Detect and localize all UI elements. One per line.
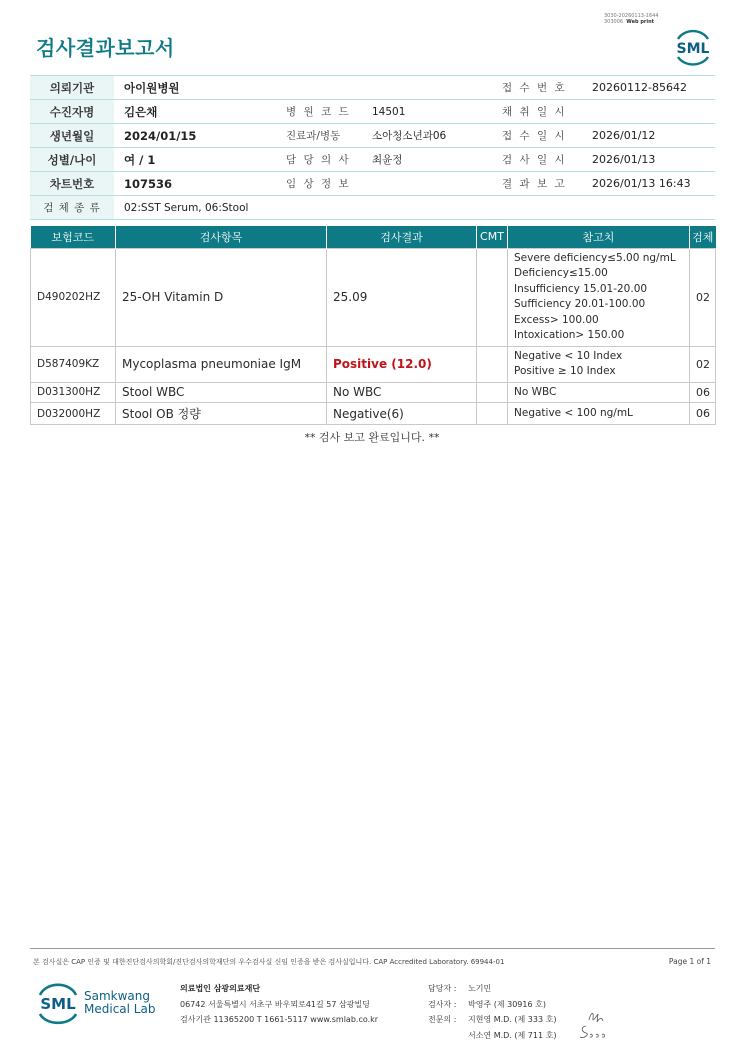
staff-name: 노기민 [468, 984, 492, 993]
row-cmt [477, 403, 508, 425]
row-item: Stool WBC [116, 382, 327, 403]
row-item: Mycoplasma pneumoniae IgM [116, 346, 327, 382]
report-complete-note: ** 검사 보고 완료입니다. ** [304, 431, 440, 444]
row-result: No WBC [327, 382, 477, 403]
staff-name: 지현영 M.D. (제 333 호) [468, 1015, 557, 1024]
row-item: Stool OB 정량 [116, 403, 327, 425]
staff-row [428, 981, 556, 997]
staff-name: 서소연 M.D. (제 711 호) [468, 1030, 557, 1040]
col-header-result: 검사결과 [327, 226, 477, 248]
receipt-no-value: 20260112-85642 [578, 76, 715, 100]
staff-role: 전문의 : [428, 1015, 457, 1024]
table-row [31, 403, 716, 425]
samkwang-logo-text: SML [40, 995, 76, 1013]
table-row [31, 382, 716, 403]
info-row [30, 196, 715, 220]
dept-label: 진료과/병동 [282, 124, 362, 148]
hospital-code-value: 14501 [362, 100, 498, 124]
brand-name [84, 990, 155, 1016]
footer-divider [30, 948, 715, 949]
sex-age-label: 성별/나이 [30, 148, 114, 172]
collect-time-value [578, 100, 715, 124]
hospital-code-label: 병 원 코 드 [282, 100, 362, 124]
dob-label: 생년월일 [30, 124, 114, 148]
reference-line: No WBC [514, 385, 557, 398]
receipt-no-label: 접 수 번 호 [498, 76, 578, 100]
reference-line: Severe deficiency≤5.00 ng/mL [514, 251, 676, 264]
col-header-specimen: 검체 [690, 226, 716, 248]
specimen-value: 02:SST Serum, 06:Stool [114, 196, 715, 220]
receipt-date-label: 접 수 일 시 [498, 124, 578, 148]
client-label: 의뢰기관 [30, 76, 114, 100]
report-title: 검사결과보고서 [36, 36, 175, 60]
info-row [30, 76, 715, 100]
doctor-label: 담 당 의 사 [282, 148, 362, 172]
reference-line: Excess> 100.00 [514, 313, 599, 326]
staff-row [428, 1028, 556, 1044]
info-row [30, 124, 715, 148]
row-code: D031300HZ [31, 382, 116, 403]
row-code: D032000HZ [31, 403, 116, 425]
report-date-value: 2026/01/13 16:43 [578, 172, 715, 196]
table-row [31, 248, 716, 346]
brand-line1: Samkwang [84, 989, 150, 1003]
organization-info [180, 981, 378, 1028]
results-header-row [31, 226, 716, 248]
org-address: 06742 서울특별시 서초구 바우뫼로41길 57 삼광빌딩 [180, 999, 370, 1009]
client-value: 아이원병원 [114, 76, 498, 100]
info-row [30, 172, 715, 196]
staff-row [428, 997, 556, 1013]
print-code [604, 13, 659, 25]
clinical-value [362, 172, 498, 196]
dept-value: 소아청소년과06 [362, 124, 498, 148]
col-header-item: 검사항목 [116, 226, 327, 248]
patient-label: 수진자명 [30, 100, 114, 124]
table-row [31, 346, 716, 382]
specimen-label: 검 체 종 류 [30, 196, 114, 220]
info-row [30, 100, 715, 124]
staff-row [428, 1012, 556, 1028]
patient-info-table [30, 75, 715, 220]
staff-role: 검사자 : [428, 999, 457, 1009]
col-header-reference: 참고치 [508, 226, 690, 248]
reference-line: Insufficiency 15.01-20.00 [514, 282, 648, 295]
reference-line: Deficiency≤15.00 [514, 267, 608, 279]
print-mode: Web print [626, 19, 655, 25]
row-reference [508, 248, 690, 346]
print-code-line2: 303006 [604, 19, 624, 25]
row-reference [508, 346, 690, 382]
staff-name: 박영주 (제 30916 호) [468, 999, 546, 1009]
sex-age-value: 여 / 1 [114, 148, 282, 172]
sml-logo-text: SML [676, 41, 710, 57]
org-name: 의료법인 삼광의료재단 [180, 984, 261, 993]
row-specimen: 02 [690, 346, 716, 382]
row-specimen: 02 [690, 248, 716, 346]
results-table [30, 226, 716, 425]
reference-line: Negative < 10 Index [514, 349, 623, 362]
staff-role: 담당자 : [428, 984, 457, 993]
reference-line: Positive ≥ 10 Index [514, 365, 616, 377]
row-reference [508, 382, 690, 403]
test-date-value: 2026/01/13 [578, 148, 715, 172]
print-code-line1: 3030-20260113-1644 [604, 13, 659, 19]
collect-time-label: 채 취 일 시 [498, 100, 578, 124]
row-result: Negative(6) [327, 403, 477, 425]
staff-role [428, 1028, 468, 1044]
row-result: 25.09 [327, 248, 477, 346]
row-cmt [477, 248, 508, 346]
row-code: D587409KZ [31, 346, 116, 382]
row-cmt [477, 382, 508, 403]
dob-value: 2024/01/15 [114, 124, 282, 148]
row-result-abnormal: Positive (12.0) [327, 346, 477, 382]
row-code: D490202HZ [31, 248, 116, 346]
reference-line: Sufficiency 20.01-100.00 [514, 298, 646, 310]
cap-accreditation-note: 본 검사실은 CAP 인증 및 대한진단검사의학회/진단검사의학재단의 우수검사실 신임 인증을 받은 검사실입니다. CAP Accredited Laboratory. 69944-01 [33, 958, 505, 966]
staff-info [428, 981, 556, 1043]
reference-line: Negative < 100 ng/mL [514, 406, 633, 419]
chart-no-value: 107536 [114, 172, 282, 196]
patient-value: 김은채 [114, 100, 282, 124]
signature-2 [578, 1022, 608, 1042]
receipt-date-value: 2026/01/12 [578, 124, 715, 148]
report-date-label: 결 과 보 고 [498, 172, 578, 196]
row-specimen: 06 [690, 403, 716, 425]
row-cmt [477, 346, 508, 382]
row-reference [508, 403, 690, 425]
test-date-label: 검 사 일 시 [498, 148, 578, 172]
reference-line: Intoxication> 150.00 [514, 329, 625, 341]
org-contact: 검사기관 11365200 T 1661-5117 www.smlab.co.kr [180, 1015, 379, 1024]
page-number: Page 1 of 1 [668, 957, 711, 966]
chart-no-label: 차트번호 [30, 172, 114, 196]
col-header-cmt: CMT [477, 226, 508, 248]
brand-line2: Medical Lab [84, 1002, 156, 1016]
clinical-label: 임 상 정 보 [282, 172, 362, 196]
doctor-value: 최윤정 [362, 148, 498, 172]
col-header-code: 보험코드 [31, 226, 116, 248]
row-item: 25-OH Vitamin D [116, 248, 327, 346]
sml-logo-icon [672, 26, 714, 66]
info-row [30, 148, 715, 172]
row-specimen: 06 [690, 382, 716, 403]
samkwang-logo-icon [34, 978, 82, 1026]
